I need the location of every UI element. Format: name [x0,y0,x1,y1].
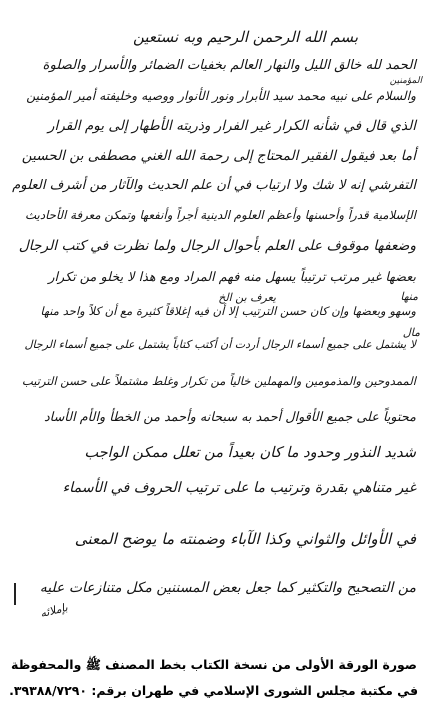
manuscript-line: شديد النذور وحدود ما كان بعيداً من تعلل ممكن الواجب [84,444,416,461]
manuscript-page [12,28,416,640]
manuscript-basmala-line: بسم الله الرحمن الرحيم وبه نستعين [132,28,358,46]
margin-note: بإملائه [38,600,69,621]
figure-caption [10,652,418,704]
manuscript-line: الذي قال في شأنه الكرار غير الفرار وذريته الأطهار إلى يوم القرار [47,118,416,134]
manuscript-line: التفرشي إنه لا شك ولا ارتياب في أن علم الحديث والآثار من أشرف العلوم [12,178,416,193]
caption-line-2: في مكتبة مجلس الشورى الإسلامي في طهران برقم: ٣٩٣٨٨/٧٢٩٠. [9,683,418,698]
margin-note: يعرف بن الخ [218,291,276,304]
caption-line-1: صورة الورقة الأولى من نسخة الكتاب بخط المصنف ﷺ والمحفوظة [11,657,417,672]
manuscript-line: أما بعد فيقول الفقير المحتاج إلى رحمة الله الغني مصطفى بن الحسين [21,148,416,164]
manuscript-line: الحمد لله خالق الليل والنهار العالم بخفيات الضمائر والأسرار والصلوة [42,58,416,73]
manuscript-line: وضعفها موقوف على العلم بأحوال الرجال ولما نظرت في كتب الرجال [18,238,416,254]
margin-note: منها [400,290,418,303]
manuscript-line: من التصحيح والتكثير كما جعل بعض المسننين مكل متنازعات عليه [39,580,416,596]
manuscript-line: غير متناهي بقدرة وترتيب ما على ترتيب الحروف في الأسماء [62,480,416,496]
manuscript-line: الممدوحين والمذمومين والمهملين خالياً من تكرار وغلط مشتملاً على حسن الترتيب [21,374,416,388]
manuscript-line: والسلام على نبيه محمد سيد الأبرار ونور الأنوار ووصيه وخليفته أمير المؤمنين [26,88,416,103]
margin-bracket-mark [14,583,16,605]
margin-note: المؤمنين [389,76,422,86]
manuscript-line: وسهو وبعضها وإن كان حسن الترتيب إلا أن فيه إغلاقاً كثيرة مع أن كلاً واحد منها [40,304,416,318]
manuscript-line: الإسلامية قدراً وأحسنها وأعظم العلوم الدينية أجراً وأنفعها وتمكن معرفة الأحاديث [24,208,416,222]
manuscript-line: محتوياً على جميع الأقوال أحمد به سبحانه وأحمد من الخطأ والأم الأساد [43,410,416,425]
manuscript-line: لا يشتمل على جميع أسماء الرجال أردت أن أكتب كتاباً يشتمل على جميع أسماء الرجال [24,338,416,351]
manuscript-line: بعضها غير مرتب ترتيباً يسهل منه فهم المراد ومع هذا لا يخلو من تكرار [48,270,416,285]
margin-note: مال [402,326,420,339]
manuscript-line: في الأوائل والثواني وكذا الآباء وضمنته ما يوضح المعنى [74,530,416,548]
